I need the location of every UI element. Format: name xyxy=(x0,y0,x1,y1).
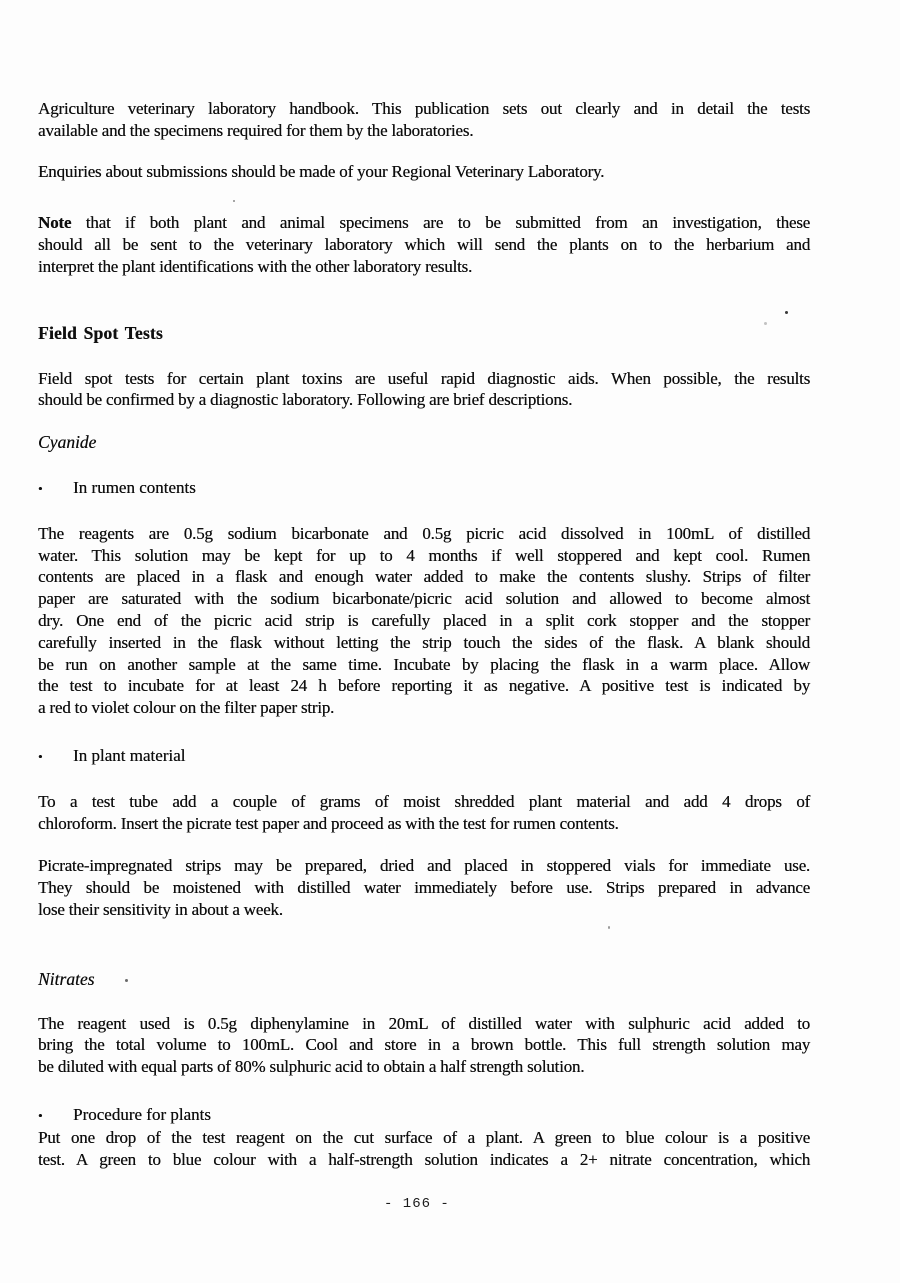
bullet-icon: • xyxy=(38,1107,43,1123)
scan-artifact xyxy=(125,979,128,982)
page-number: - 166 - xyxy=(384,1196,450,1212)
text-line: Field spot tests for certain plant toxins are useful rapid diagnostic aids. When possible, the results xyxy=(38,368,810,388)
note-bold-lead: Note xyxy=(38,213,72,233)
text-line: The reagents are 0.5g sodium bicarbonate and 0.5g picric acid dissolved in 100mL of distilled xyxy=(38,523,810,543)
bullet-item-procedure xyxy=(38,1104,810,1127)
scan-artifact xyxy=(608,926,610,929)
text-line: water. This solution may be kept for up to 4 months if well stoppered and kept cool. Rumen xyxy=(38,545,810,565)
bullet-item-rumen xyxy=(38,477,810,500)
text-line: be run on another sample at the same time. Incubate by placing the flask in a warm place. Allow xyxy=(38,654,810,674)
text-line: should all be sent to the veterinary laboratory which will send the plants on to the herbarium and xyxy=(38,235,810,255)
text-line: carefully inserted in the flask without letting the strip touch the sides of the flask. A blank should xyxy=(38,632,810,652)
bullet-icon: • xyxy=(38,480,43,496)
text-line: should be confirmed by a diagnostic laboratory. Following are brief descriptions. xyxy=(38,390,573,410)
text-line: lose their sensitivity in about a week. xyxy=(38,899,283,919)
text-line: Agriculture veterinary laboratory handbook. This publication sets out clearly and in detail the tests xyxy=(38,99,810,118)
text-line: Enquiries about submissions should be made of your Regional Veterinary Laboratory. xyxy=(38,161,605,181)
scan-artifact xyxy=(764,322,767,325)
text-line: chloroform. Insert the picrate test paper and proceed as with the test for rumen contents. xyxy=(38,813,619,833)
text-line: the test to incubate for at least 24 h before reporting it as negative. A positive test is indicated by xyxy=(38,676,810,696)
text-line: be diluted with equal parts of 80% sulphuric acid to obtain a half strength solution. xyxy=(38,1057,585,1077)
scan-artifact xyxy=(233,200,235,202)
text-line: dry. One end of the picric acid strip is carefully placed in a split cork stopper and the stopper xyxy=(38,610,810,630)
paragraph-intro xyxy=(38,98,810,142)
text-line: bring the total volume to 100mL. Cool and store in a brown bottle. This full strength solution may xyxy=(38,1035,810,1055)
paragraph-plant-test xyxy=(38,791,810,835)
heading-nitrates: Nitrates xyxy=(38,968,95,989)
text-line: To a test tube add a couple of grams of moist shredded plant material and add 4 drops of xyxy=(38,791,810,811)
paragraph-procedure-plants xyxy=(38,1127,810,1171)
paragraph-picrate-strips xyxy=(38,855,810,920)
text-line: a red to violet colour on the filter paper strip. xyxy=(38,698,335,718)
paragraph-rumen-test xyxy=(38,523,810,719)
text-line: paper are saturated with the sodium bicarbonate/picric acid solution and allowed to become almost xyxy=(38,589,810,609)
heading-cyanide: Cyanide xyxy=(38,432,97,453)
paragraph-nitrates-reagent xyxy=(38,1013,810,1078)
text-line: They should be moistened with distilled water immediately before use. Strips prepared in advance xyxy=(38,878,810,898)
bullet-item-plant xyxy=(38,745,810,768)
text-line: available and the specimens required for them by the laboratories. xyxy=(38,120,474,140)
paragraph-field-intro xyxy=(38,368,810,412)
scan-artifact xyxy=(785,311,788,314)
bullet-label: In rumen contents xyxy=(73,477,196,497)
text-line: interpret the plant identifications with the other laboratory results. xyxy=(38,256,473,276)
text-line: The reagent used is 0.5g diphenylamine in 20mL of distilled water with sulphuric acid added to xyxy=(38,1013,810,1033)
note-line-rest: that if both plant and animal specimens are to be submitted from an investigation, these xyxy=(71,213,810,233)
page-content xyxy=(38,98,810,1170)
text-line xyxy=(38,212,810,234)
bullet-label: Procedure for plants xyxy=(73,1104,211,1124)
paragraph-enquiries xyxy=(38,161,810,183)
bullet-label: In plant material xyxy=(73,745,186,765)
text-line: test. A green to blue colour with a half-strength solution indicates a 2+ nitrate concentration, which xyxy=(38,1149,810,1169)
bullet-icon: • xyxy=(38,748,43,764)
text-line: contents are placed in a flask and enough water added to make the contents slushy. Strips of filter xyxy=(38,567,810,587)
text-line: Picrate-impregnated strips may be prepared, dried and placed in stoppered vials for immediate use. xyxy=(38,856,810,876)
heading-field-spot-tests: Field Spot Tests xyxy=(38,322,163,343)
text-line: Put one drop of the test reagent on the cut surface of a plant. A green to blue colour is a positive xyxy=(38,1127,810,1147)
paragraph-note xyxy=(38,212,810,277)
